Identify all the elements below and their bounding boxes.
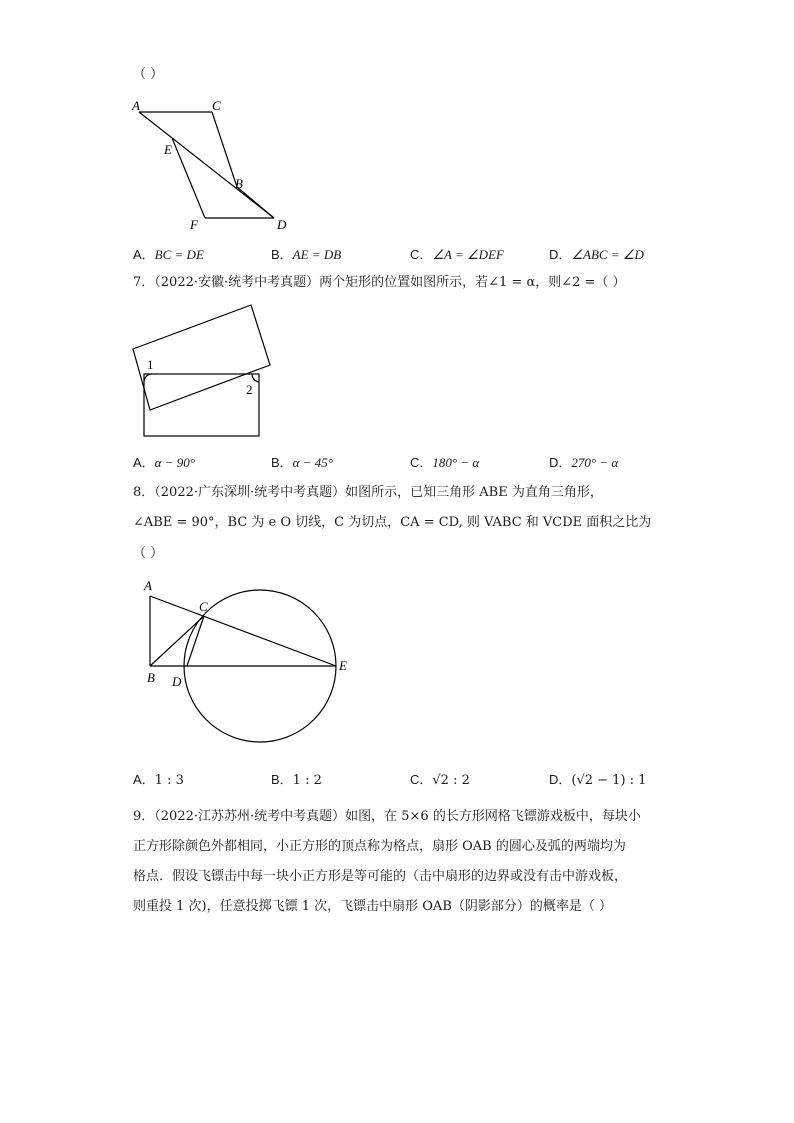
- q6-label-B: B: [235, 176, 243, 191]
- q8-stem-line-2: ∠ABE = 90°，BC 为 e O 切线，C 为切点，CA = CD, 则 VABC 和 VCDE 面积之比为: [133, 515, 652, 530]
- q8-answer-bracket: （ ）: [133, 546, 164, 561]
- q9-stem-line-2: 正方形除颜色外都相同，小正方形的顶点称为格点，扇形 OAB 的圆心及弧的两端均为: [133, 839, 626, 854]
- q7-option-a: A．α − 90°: [133, 455, 195, 470]
- q7-option-d: D．270° − α: [549, 455, 619, 470]
- q6-label-E: E: [164, 142, 172, 157]
- q9-stem-line-3: 格点．假设飞镖击中每一块小正方形是等可能的（击中扇形的边界或没有击中游戏板，: [133, 869, 628, 884]
- q7-option-c: C．180° − α: [410, 455, 480, 470]
- q6-label-D: D: [277, 217, 287, 232]
- q7-angle-1-label: 1: [147, 357, 154, 372]
- q9-stem-line-4: 则重投 1 次)，任意投掷飞镖 1 次，飞镖击中扇形 OAB（阴影部分）的概率是（ ）: [133, 899, 613, 914]
- q6-label-A: A: [132, 98, 140, 113]
- q8-option-b: B．1 : 2: [271, 772, 322, 788]
- q6-option-d: D．∠ABC = ∠D: [549, 247, 644, 262]
- q6-answer-bracket: （ ）: [133, 67, 164, 82]
- q7-rectangles-figure: [128, 300, 278, 442]
- q6-label-F: F: [190, 217, 198, 232]
- q8-circle-tangent-figure: [130, 572, 360, 762]
- q8-label-B: B: [147, 670, 155, 685]
- q8-label-D: D: [172, 674, 182, 689]
- q6-label-C: C: [212, 98, 221, 113]
- q6-option-a: A．BC = DE: [133, 247, 204, 262]
- q8-label-E: E: [339, 658, 347, 673]
- q6-option-b: B．AE = DB: [271, 247, 342, 262]
- q8-label-A: A: [144, 578, 152, 593]
- q7-angle-2-label: 2: [246, 382, 253, 397]
- q8-option-a: A．1 : 3: [133, 772, 184, 788]
- q8-option-d: D．(√2 − 1) : 1: [549, 772, 647, 788]
- q6-option-c: C．∠A = ∠DEF: [410, 247, 504, 262]
- q8-stem-line-1: 8．（2022·广东深圳·统考中考真题）如图所示，已知三角形 ABE 为直角三角形，: [133, 485, 603, 500]
- q7-stem: 7．（2022·安徽·统考中考真题）两个矩形的位置如图所示，若∠1 = α，则∠2 =（ ）: [133, 275, 626, 290]
- q8-label-C: C: [199, 599, 208, 614]
- q7-option-b: B．α − 45°: [271, 455, 333, 470]
- q8-option-c: C．√2 : 2: [410, 772, 470, 788]
- q9-stem-line-1: 9．（2022·江苏苏州·统考中考真题）如图，在 5×6 的长方形网格飞镖游戏板中，每块小: [133, 809, 641, 824]
- q6-parallelogram-figure: [128, 96, 298, 236]
